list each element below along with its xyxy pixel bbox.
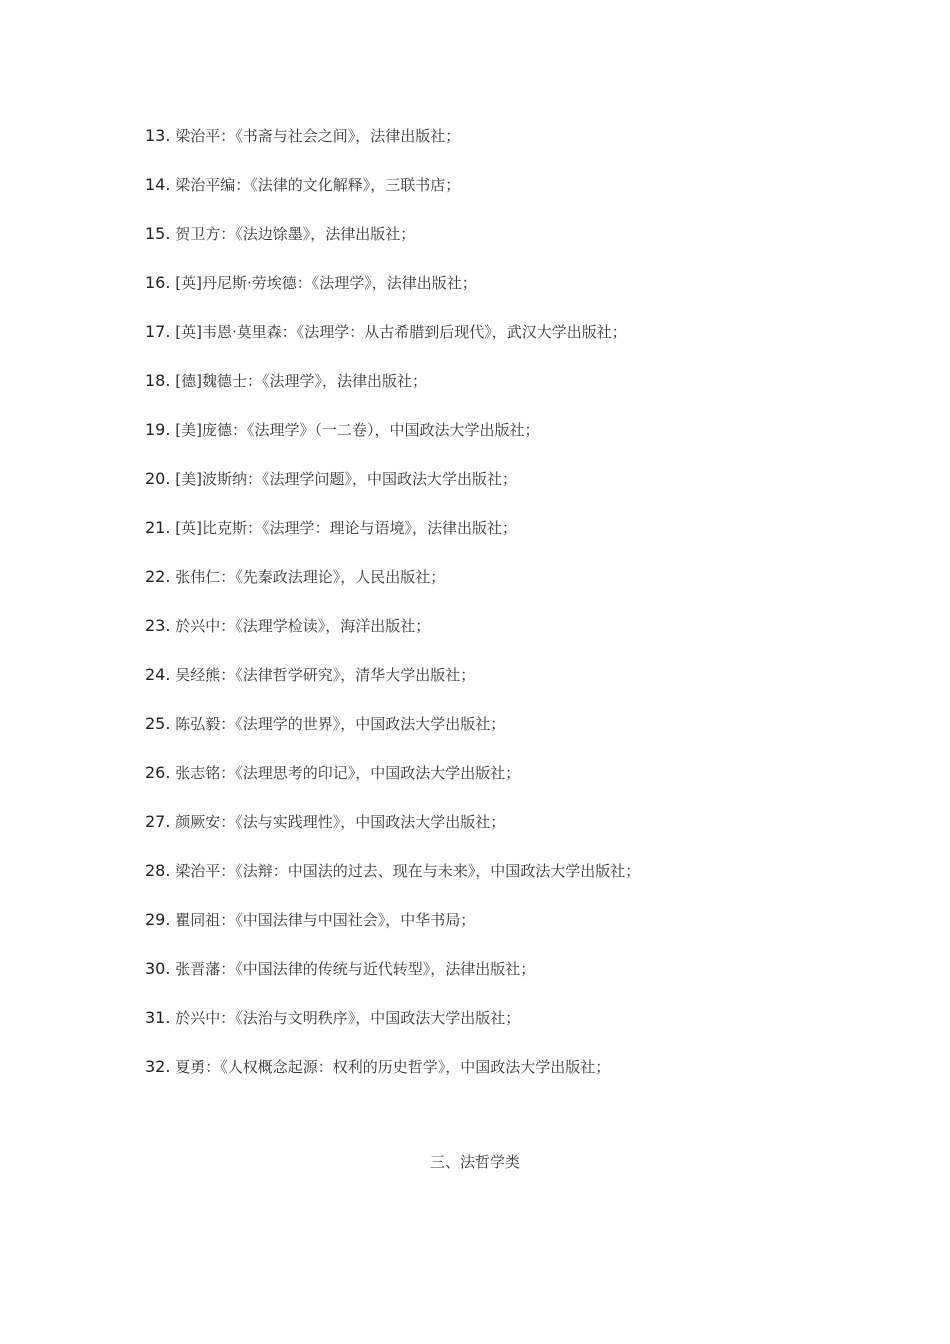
reference-text: 吴经熊：《法律哲学研究》，清华大学出版社； bbox=[175, 666, 476, 684]
reference-text: 颜厥安：《法与实践理性》，中国政法大学出版社； bbox=[175, 813, 506, 831]
reference-text: 陈弘毅：《法理学的世界》，中国政法大学出版社； bbox=[175, 715, 506, 733]
reference-number: 30. bbox=[145, 959, 171, 978]
reference-number: 17. bbox=[145, 322, 171, 341]
reference-item bbox=[145, 663, 640, 712]
reference-item bbox=[145, 271, 640, 320]
reference-item bbox=[145, 124, 640, 173]
section-heading: 三、法哲学类 bbox=[429, 1153, 520, 1171]
reference-number: 15. bbox=[145, 224, 171, 243]
reference-text: 张伟仁：《先秦政法理论》，人民出版社； bbox=[175, 568, 446, 586]
reference-text: 梁治平：《书斋与社会之间》，法律出版社； bbox=[175, 127, 461, 145]
reference-number: 27. bbox=[145, 812, 171, 831]
reference-item bbox=[145, 859, 640, 908]
reference-number: 28. bbox=[145, 861, 171, 880]
reference-text: [英]丹尼斯·劳埃德：《法理学》，法律出版社； bbox=[175, 274, 477, 292]
reference-item bbox=[145, 418, 640, 467]
reference-text: [美]波斯纳：《法理学问题》，中国政法大学出版社； bbox=[175, 470, 517, 488]
reference-text: 瞿同祖：《中国法律与中国社会》，中华书局； bbox=[175, 911, 476, 929]
reference-number: 24. bbox=[145, 665, 171, 684]
reference-item bbox=[145, 467, 640, 516]
reference-number: 23. bbox=[145, 616, 171, 635]
reference-item bbox=[145, 320, 640, 369]
reference-item bbox=[145, 516, 640, 565]
reference-item bbox=[145, 1055, 640, 1104]
reference-number: 20. bbox=[145, 469, 171, 488]
reference-item bbox=[145, 810, 640, 859]
reference-text: [美]庞德：《法理学》（一二卷），中国政法大学出版社； bbox=[175, 421, 540, 439]
reference-text: [德]魏德士：《法理学》，法律出版社； bbox=[175, 372, 427, 390]
reference-number: 18. bbox=[145, 371, 171, 390]
reference-text: 张志铭：《法理思考的印记》，中国政法大学出版社； bbox=[175, 764, 521, 782]
reference-item bbox=[145, 712, 640, 761]
reference-item bbox=[145, 1006, 640, 1055]
reference-item bbox=[145, 614, 640, 663]
reference-item bbox=[145, 565, 640, 614]
reference-item bbox=[145, 222, 640, 271]
reference-item bbox=[145, 957, 640, 1006]
reference-text: 夏勇：《人权概念起源：权利的历史哲学》，中国政法大学出版社； bbox=[175, 1058, 611, 1076]
reference-text: 贺卫方：《法边馀墨》，法律出版社； bbox=[175, 225, 416, 243]
reference-number: 13. bbox=[145, 126, 171, 145]
reference-text: 梁治平：《法辩：中国法的过去、现在与未来》，中国政法大学出版社； bbox=[175, 862, 641, 880]
reference-text: 梁治平编：《法律的文化解释》，三联书店； bbox=[175, 176, 461, 194]
reference-text: [英]比克斯：《法理学：理论与语境》，法律出版社； bbox=[175, 519, 517, 537]
reference-number: 22. bbox=[145, 567, 171, 586]
reference-number: 14. bbox=[145, 175, 171, 194]
reference-number: 26. bbox=[145, 763, 171, 782]
reference-number: 31. bbox=[145, 1008, 171, 1027]
reference-number: 25. bbox=[145, 714, 171, 733]
reference-number: 21. bbox=[145, 518, 171, 537]
reference-list bbox=[145, 124, 640, 1104]
reference-text: 於兴中：《法治与文明秩序》，中国政法大学出版社； bbox=[175, 1009, 521, 1027]
reference-item bbox=[145, 908, 640, 957]
reference-number: 19. bbox=[145, 420, 171, 439]
reference-number: 32. bbox=[145, 1057, 171, 1076]
reference-item bbox=[145, 761, 640, 810]
reference-number: 29. bbox=[145, 910, 171, 929]
reference-text: 於兴中：《法理学检读》，海洋出版社； bbox=[175, 617, 431, 635]
reference-text: 张晋藩：《中国法律的传统与近代转型》，法律出版社； bbox=[175, 960, 536, 978]
reference-item bbox=[145, 369, 640, 418]
reference-text: [英]韦恩·莫里森：《法理学：从古希腊到后现代》，武汉大学出版社； bbox=[175, 323, 627, 341]
reference-number: 16. bbox=[145, 273, 171, 292]
reference-item bbox=[145, 173, 640, 222]
